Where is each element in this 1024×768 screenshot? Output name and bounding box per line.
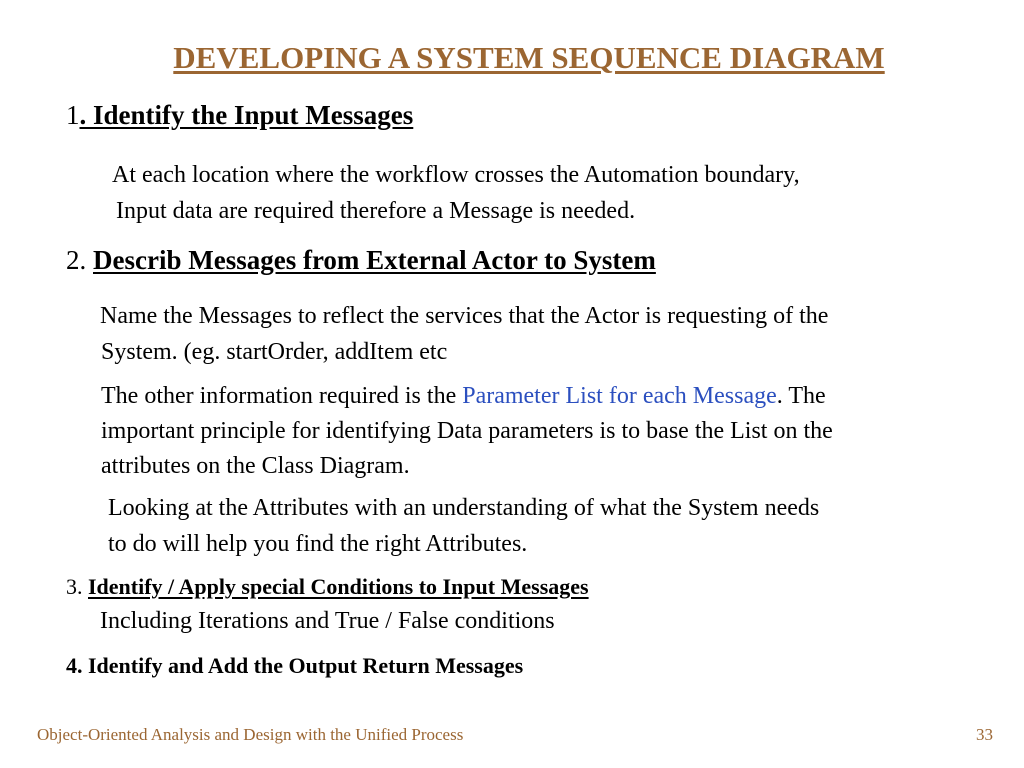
section-4-heading: 4. Identify and Add the Output Return Messages <box>66 653 524 678</box>
section-3-number: 3. <box>66 574 88 599</box>
section-2-title: Describ Messages from External Actor to System <box>93 245 656 275</box>
section-2-heading <box>66 245 656 276</box>
paragraph-2-text-after: . The <box>776 383 826 409</box>
slide-title: DEVELOPING A SYSTEM SEQUENCE DIAGRAM <box>173 40 885 75</box>
section-2-paragraph-3-line-1: Looking at the Attributes with an understanding of what the System needs <box>108 495 820 521</box>
section-2-paragraph-3-line-2: to do will help you find the right Attributes. <box>108 531 528 557</box>
section-3-line-1: Including Iterations and True / False conditions <box>100 608 555 634</box>
parameter-list-highlight: Parameter List for each Message <box>462 383 777 409</box>
section-3-heading <box>66 574 589 600</box>
section-2-paragraph-1-line-1: Name the Messages to reflect the services that the Actor is requesting of the <box>100 303 829 329</box>
footer-page-number: 33 <box>976 725 993 744</box>
section-2-paragraph-2-line-1 <box>101 379 826 414</box>
section-1-line-1: At each location where the workflow crosses the Automation boundary, <box>112 162 800 188</box>
section-2-paragraph-2-line-3: attributes on the Class Diagram. <box>101 453 410 479</box>
section-1-title: . Identify the Input Messages <box>79 100 414 130</box>
paragraph-2-text-before: The other information required is the <box>101 383 463 409</box>
section-2-number: 2. <box>66 245 93 275</box>
section-1-heading <box>66 100 413 131</box>
section-3-title: Identify / Apply special Conditions to Input Messages <box>88 574 589 599</box>
section-1-number: 1 <box>66 100 80 130</box>
section-2-paragraph-2-line-2: important principle for identifying Data parameters is to base the List on the <box>101 418 833 444</box>
footer-course-title: Object-Oriented Analysis and Design with the Unified Process <box>37 725 464 744</box>
section-1-line-2: Input data are required therefore a Message is needed. <box>116 198 636 224</box>
section-2-paragraph-1-line-2: System. (eg. startOrder, addItem etc <box>101 339 448 365</box>
